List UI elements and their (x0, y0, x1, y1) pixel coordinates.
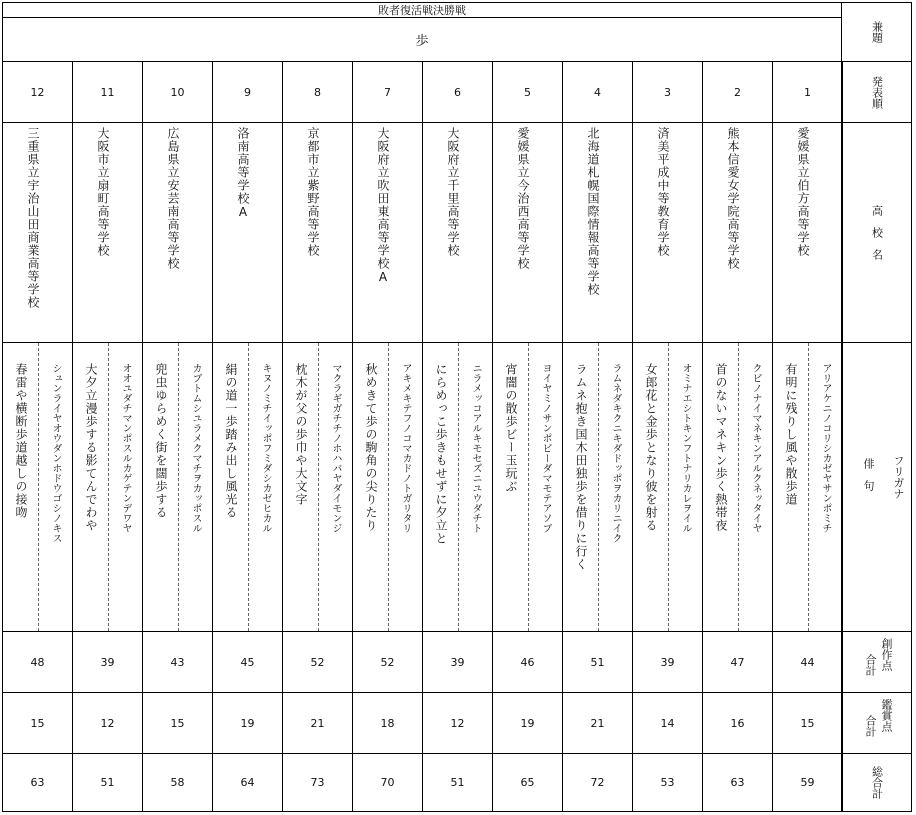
order-number: 6 (454, 85, 461, 99)
haiku-divider (458, 343, 459, 631)
creation-score: 52 (380, 655, 395, 669)
haiku-cell (282, 342, 353, 632)
total-score: 72 (590, 776, 605, 789)
creation-score-cell (282, 631, 353, 693)
haiku-divider (528, 343, 529, 631)
side-school-cell (841, 122, 912, 343)
creation-score-cell (212, 631, 283, 693)
side-school-label: 高 校 名 (870, 205, 884, 260)
creation-score-cell (632, 631, 703, 693)
appraisal-score-cell (702, 692, 773, 754)
school-cell (2, 122, 73, 343)
appraisal-score: 12 (100, 716, 115, 730)
furigana-text: キヌノミチイッポフミダシカゼヒカル (260, 363, 271, 533)
furigana-text: シュンライヤオウダンホドウゴシノキス (50, 363, 61, 543)
side-total-label: 総合計 (870, 766, 884, 799)
appraisal-score-cell (632, 692, 703, 754)
haiku-divider (808, 343, 809, 631)
school-cell (422, 122, 493, 343)
appraisal-score: 15 (170, 716, 185, 730)
appraisal-score-cell (2, 692, 73, 754)
school-name: 大阪市立扇町高等学校 (96, 127, 110, 257)
furigana-text: ニラメッコアルキモセズニユウダチト (470, 363, 481, 533)
creation-score: 48 (30, 655, 45, 669)
haiku-cell (492, 342, 563, 632)
appraisal-score-cell (212, 692, 283, 754)
school-cell (282, 122, 353, 343)
appraisal-score-cell (422, 692, 493, 754)
school-cell (352, 122, 423, 343)
school-cell (492, 122, 563, 343)
creation-score: 44 (800, 655, 815, 669)
school-name: 北海道札幌国際情報高等学校 (586, 127, 600, 296)
order-cell (282, 61, 353, 123)
total-score-cell (212, 753, 283, 812)
total-score-cell (492, 753, 563, 812)
school-cell (702, 122, 773, 343)
side-theme-label: 兼題 (870, 21, 884, 43)
creation-score-cell (492, 631, 563, 693)
school-name: 三重県立宇治山田商業高等学校 (26, 127, 40, 309)
creation-score-cell (142, 631, 213, 693)
creation-score: 39 (450, 655, 465, 669)
school-name: 大阪府立吹田東高等学校A (376, 127, 390, 285)
score-sheet (2, 2, 912, 812)
order-cell (72, 61, 143, 123)
total-score: 51 (100, 776, 115, 789)
haiku-cell (72, 342, 143, 632)
creation-score: 47 (730, 655, 745, 669)
haiku-text: ラムネ抱き国木田独歩を借りに行く (574, 363, 588, 571)
creation-score-cell (422, 631, 493, 693)
furigana-text: オミナエシトキンフトナリカレヲイル (680, 363, 691, 533)
total-score-cell (562, 753, 633, 812)
total-score: 65 (520, 776, 535, 789)
total-score-cell (72, 753, 143, 812)
school-cell (212, 122, 283, 343)
appraisal-score: 19 (240, 716, 255, 730)
creation-score-cell (352, 631, 423, 693)
school-cell (632, 122, 703, 343)
order-cell (492, 61, 563, 123)
haiku-cell (772, 342, 843, 632)
furigana-text: オオユダチマンポスルカゲテンデワヤ (120, 363, 131, 533)
total-score-cell (282, 753, 353, 812)
appraisal-score: 18 (380, 716, 395, 730)
total-score: 63 (30, 776, 45, 789)
order-number: 4 (594, 85, 601, 99)
order-number: 7 (384, 85, 391, 99)
appraisal-score-cell (352, 692, 423, 754)
creation-score-cell (702, 631, 773, 693)
order-number: 12 (30, 85, 45, 99)
haiku-cell (562, 342, 633, 632)
order-number: 3 (664, 85, 671, 99)
haiku-divider (38, 343, 39, 631)
total-score: 53 (660, 776, 675, 789)
order-number: 9 (244, 85, 251, 99)
order-cell (352, 61, 423, 123)
haiku-cell (352, 342, 423, 632)
haiku-cell (142, 342, 213, 632)
total-score-cell (142, 753, 213, 812)
school-cell (562, 122, 633, 343)
appraisal-score-cell (772, 692, 843, 754)
order-number: 5 (524, 85, 531, 99)
haiku-divider (108, 343, 109, 631)
side-haiku-label: 俳 句 (862, 458, 875, 491)
match-title-text: 敗者復活戦決勝戦 (378, 4, 466, 17)
haiku-cell (2, 342, 73, 632)
order-cell (2, 61, 73, 123)
haiku-text: 春雷や横断歩道越しの接吻 (14, 363, 28, 519)
creation-score: 39 (100, 655, 115, 669)
order-number: 2 (734, 85, 741, 99)
creation-score: 45 (240, 655, 255, 669)
furigana-text: カブトムシユラメクマチヲカッポスル (190, 363, 201, 533)
creation-score-cell (2, 631, 73, 693)
haiku-text: 女郎花と金歩となり彼を射る (644, 363, 658, 532)
appraisal-score: 15 (30, 716, 45, 730)
school-cell (72, 122, 143, 343)
side-theme-cell (841, 2, 912, 62)
order-cell (422, 61, 493, 123)
creation-score: 43 (170, 655, 185, 669)
school-name: 愛媛県立今治西高等学校 (516, 127, 530, 270)
appraisal-score: 21 (310, 716, 325, 730)
haiku-text: 大夕立漫歩する影てんでわや (84, 363, 98, 532)
side-appraisal-label: 鑑賞点 (880, 699, 893, 732)
furigana-text: クビノナイマネキンアルクネッタイヤ (750, 363, 761, 533)
creation-score: 52 (310, 655, 325, 669)
haiku-text: 首のないマネキン歩く熱帯夜 (714, 363, 728, 532)
haiku-divider (388, 343, 389, 631)
order-cell (142, 61, 213, 123)
creation-score-cell (562, 631, 633, 693)
furigana-text: ラムネダキクニキダドッポヲカリニイク (610, 363, 621, 543)
haiku-divider (248, 343, 249, 631)
haiku-text: 枕木が父の歩巾や大文字 (294, 363, 308, 506)
haiku-cell (702, 342, 773, 632)
haiku-text: 宵闇の散歩ビー玉玩ぶ (504, 363, 518, 493)
side-furigana-label: フリガナ (892, 455, 905, 499)
side-creation-label: 創作点 (880, 638, 893, 671)
haiku-text: にらめっこ歩きもせずに夕立と (434, 363, 448, 545)
school-name: 済美平成中等教育学校 (656, 127, 670, 257)
appraisal-score: 16 (730, 716, 745, 730)
haiku-text: 有明に残りし風や散歩道 (784, 363, 798, 506)
total-score: 64 (240, 776, 255, 789)
theme-text: 歩 (415, 34, 429, 49)
furigana-text: マクラギガチチノホハバヤダイモンジ (330, 363, 341, 533)
total-score-cell (772, 753, 843, 812)
total-score: 58 (170, 776, 185, 789)
match-title (2, 2, 842, 18)
haiku-divider (668, 343, 669, 631)
appraisal-score: 12 (450, 716, 465, 730)
school-name: 京都市立紫野高等学校 (306, 127, 320, 257)
total-score: 73 (310, 776, 325, 789)
total-score-cell (2, 753, 73, 812)
haiku-cell (212, 342, 283, 632)
appraisal-score-cell (492, 692, 563, 754)
side-appraisal-cell (841, 692, 912, 754)
side-creation-cell (841, 631, 912, 693)
school-name: 愛媛県立伯方高等学校 (796, 127, 810, 257)
haiku-divider (598, 343, 599, 631)
order-cell (212, 61, 283, 123)
side-order-cell (841, 61, 912, 123)
creation-score-cell (72, 631, 143, 693)
side-haiku-cell (841, 342, 912, 632)
furigana-text: アリアケニノコリシカゼヤサンポミチ (820, 363, 831, 533)
creation-score-cell (772, 631, 843, 693)
haiku-text: 兜虫ゆらめく街を闊歩する (154, 363, 168, 519)
haiku-divider (178, 343, 179, 631)
appraisal-score: 15 (800, 716, 815, 730)
order-number: 11 (100, 85, 115, 99)
appraisal-score-cell (282, 692, 353, 754)
haiku-cell (632, 342, 703, 632)
total-score-cell (632, 753, 703, 812)
school-name: 熊本信愛女学院高等学校 (726, 127, 740, 270)
total-score: 51 (450, 776, 465, 789)
creation-score: 51 (590, 655, 605, 669)
haiku-divider (318, 343, 319, 631)
side-appraisal-sub: 合計 (864, 715, 877, 737)
total-score: 63 (730, 776, 745, 789)
furigana-text: ヨイヤミノサンポビーダマモテアソブ (540, 363, 551, 533)
total-score-cell (352, 753, 423, 812)
order-cell (772, 61, 843, 123)
order-number: 8 (314, 85, 321, 99)
appraisal-score: 14 (660, 716, 675, 730)
furigana-text: アキメキテフノコマカドノトガリタリ (400, 363, 411, 533)
total-score-cell (422, 753, 493, 812)
order-cell (632, 61, 703, 123)
order-cell (702, 61, 773, 123)
appraisal-score-cell (72, 692, 143, 754)
side-creation-sub: 合計 (864, 654, 877, 676)
school-cell (142, 122, 213, 343)
haiku-divider (738, 343, 739, 631)
appraisal-score-cell (562, 692, 633, 754)
school-name: 広島県立安芸南高等学校 (166, 127, 180, 270)
appraisal-score: 21 (590, 716, 605, 730)
appraisal-score-cell (142, 692, 213, 754)
order-cell (562, 61, 633, 123)
total-score-cell (702, 753, 773, 812)
haiku-cell (422, 342, 493, 632)
haiku-text: 秋めきて歩の駒角の尖りたり (364, 363, 378, 532)
theme-cell (2, 17, 842, 62)
school-cell (772, 122, 843, 343)
total-score: 59 (800, 776, 815, 789)
haiku-text: 絹の道一歩踏み出し風光る (224, 363, 238, 519)
school-name: 洛南高等学校A (236, 127, 250, 220)
creation-score: 46 (520, 655, 535, 669)
side-total-cell (841, 753, 912, 812)
order-number: 1 (804, 85, 811, 99)
order-number: 10 (170, 85, 185, 99)
appraisal-score: 19 (520, 716, 535, 730)
total-score: 70 (380, 776, 395, 789)
creation-score: 39 (660, 655, 675, 669)
school-name: 大阪府立千里高等学校 (446, 127, 460, 257)
side-order-label: 発表順 (870, 75, 884, 109)
